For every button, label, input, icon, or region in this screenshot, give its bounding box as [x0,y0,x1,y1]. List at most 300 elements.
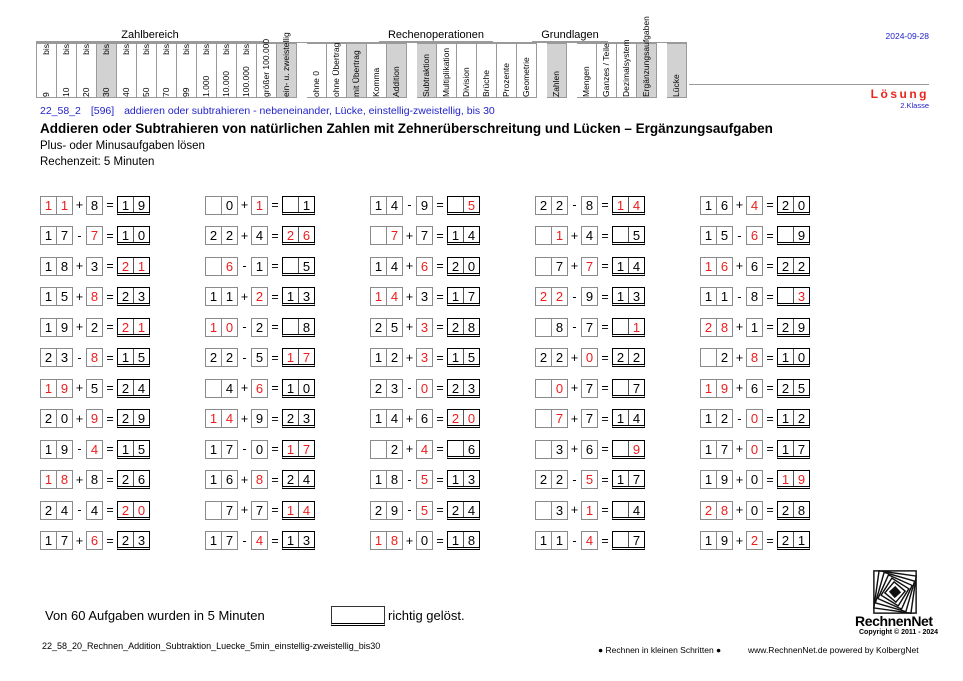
digit-cell[interactable]: 4 [298,502,314,517]
digit-cell[interactable] [536,502,551,519]
score-input-box[interactable] [331,606,385,626]
digit-cell[interactable]: 2 [44,502,53,518]
digit-cell[interactable]: 1 [209,533,218,549]
operand-box[interactable] [535,226,568,245]
category-cell[interactable] [307,43,327,98]
digit-cell[interactable]: 2 [121,411,130,427]
operand-box[interactable] [251,287,268,306]
result-box[interactable] [282,470,315,489]
digit-cell[interactable] [448,197,463,212]
digit-cell[interactable]: 1 [704,441,713,457]
digit-cell[interactable]: 2 [386,441,402,458]
digit-cell[interactable]: 6 [463,441,479,456]
operand-box[interactable] [581,196,598,215]
digit-cell[interactable]: 2 [781,319,790,335]
result-box[interactable] [117,196,150,215]
operand-box[interactable] [370,409,403,428]
operand-box[interactable] [416,196,433,215]
operand-box[interactable] [40,287,73,306]
digit-cell[interactable]: 9 [716,532,732,549]
digit-cell[interactable]: 2 [781,380,790,396]
operand-box[interactable] [700,531,733,550]
digit-cell[interactable]: 6 [716,258,732,275]
digit-cell[interactable]: 8 [56,258,72,275]
digit-cell[interactable]: 2 [704,319,713,335]
category-cell[interactable] [547,43,567,98]
digit-cell[interactable] [778,288,793,303]
result-box[interactable] [282,257,315,276]
digit-cell[interactable]: 2 [286,228,295,244]
digit-cell[interactable]: 3 [298,410,314,425]
digit-cell[interactable]: 0 [750,411,759,427]
operand-box[interactable] [205,318,238,337]
result-box[interactable] [282,226,315,245]
digit-cell[interactable] [371,227,386,244]
digit-cell[interactable]: 8 [463,532,479,547]
operand-box[interactable] [370,318,403,337]
operand-box[interactable] [416,379,433,398]
digit-cell[interactable]: 2 [551,197,567,214]
digit-cell[interactable]: 8 [298,319,314,334]
operand-box[interactable] [700,501,733,520]
digit-cell[interactable]: 2 [374,319,383,335]
operand-box[interactable] [700,379,733,398]
digit-cell[interactable]: 2 [44,350,53,366]
digit-cell[interactable]: 8 [716,319,732,336]
digit-cell[interactable]: 1 [44,289,53,305]
digit-cell[interactable]: 5 [420,502,429,518]
result-box[interactable] [777,318,810,337]
digit-cell[interactable]: 1 [704,411,713,427]
result-box[interactable] [117,501,150,520]
digit-cell[interactable]: 2 [451,258,460,274]
digit-cell[interactable]: 0 [420,533,429,549]
digit-cell[interactable]: 1 [374,350,383,366]
digit-cell[interactable]: 1 [704,380,713,396]
operand-box[interactable] [746,440,763,459]
operand-box[interactable] [86,379,103,398]
digit-cell[interactable]: 1 [781,350,790,366]
operand-box[interactable] [746,501,763,520]
digit-cell[interactable]: 2 [221,227,237,244]
result-box[interactable] [447,196,480,215]
operand-box[interactable] [251,318,268,337]
operand-box[interactable] [370,257,403,276]
digit-cell[interactable]: 3 [298,288,314,303]
result-box[interactable] [282,531,315,550]
operand-box[interactable] [535,470,568,489]
digit-cell[interactable]: 7 [585,319,594,335]
operand-box[interactable] [251,470,268,489]
category-cell[interactable] [177,43,197,98]
digit-cell[interactable]: 1 [44,197,53,213]
digit-cell[interactable]: 1 [616,197,625,213]
digit-cell[interactable]: 7 [221,532,237,549]
digit-cell[interactable] [701,349,716,366]
operand-box[interactable] [205,470,238,489]
digit-cell[interactable]: 2 [255,319,264,335]
digit-cell[interactable]: 2 [286,411,295,427]
digit-cell[interactable]: 4 [750,197,759,213]
digit-cell[interactable]: 1 [298,197,314,212]
operand-box[interactable] [40,501,73,520]
digit-cell[interactable]: 4 [463,227,479,242]
digit-cell[interactable]: 4 [133,380,149,395]
result-box[interactable] [282,196,315,215]
result-box[interactable] [282,409,315,428]
digit-cell[interactable] [778,227,793,242]
operand-box[interactable] [40,531,73,550]
digit-cell[interactable]: 1 [209,472,218,488]
digit-cell[interactable]: 1 [44,228,53,244]
digit-cell[interactable]: 3 [463,471,479,486]
operand-box[interactable] [746,470,763,489]
result-box[interactable] [282,318,315,337]
operand-box[interactable] [746,257,763,276]
digit-cell[interactable]: 4 [386,288,402,305]
digit-cell[interactable]: 6 [585,441,594,457]
digit-cell[interactable]: 5 [298,258,314,273]
digit-cell[interactable]: 1 [451,533,460,549]
category-cell[interactable] [137,43,157,98]
digit-cell[interactable]: 5 [255,350,264,366]
operand-box[interactable] [535,348,568,367]
operand-box[interactable] [416,348,433,367]
operand-box[interactable] [370,531,403,550]
result-box[interactable] [612,501,645,520]
result-box[interactable] [612,226,645,245]
digit-cell[interactable]: 6 [255,380,264,396]
operand-box[interactable] [86,470,103,489]
operand-box[interactable] [86,226,103,245]
digit-cell[interactable]: 9 [793,319,809,334]
digit-cell[interactable]: 4 [386,410,402,427]
operand-box[interactable] [746,531,763,550]
operand-box[interactable] [746,409,763,428]
digit-cell[interactable]: 7 [298,349,314,364]
operand-box[interactable] [86,409,103,428]
digit-cell[interactable]: 1 [209,319,218,335]
result-box[interactable] [612,531,645,550]
category-cell[interactable] [257,38,277,98]
category-cell[interactable] [217,43,237,98]
digit-cell[interactable]: 3 [133,532,149,547]
digit-cell[interactable]: 1 [704,533,713,549]
digit-cell[interactable]: 0 [551,380,567,397]
result-box[interactable] [777,470,810,489]
digit-cell[interactable]: 7 [463,288,479,303]
result-box[interactable] [117,287,150,306]
digit-cell[interactable]: 5 [420,472,429,488]
digit-cell[interactable]: 2 [539,472,548,488]
digit-cell[interactable]: 4 [628,197,644,212]
result-box[interactable] [282,379,315,398]
category-cell[interactable] [77,43,97,98]
digit-cell[interactable]: 2 [716,410,732,427]
digit-cell[interactable]: 9 [716,380,732,397]
operand-box[interactable] [581,318,598,337]
digit-cell[interactable]: 5 [793,380,809,395]
digit-cell[interactable]: 1 [44,533,53,549]
result-box[interactable] [612,257,645,276]
digit-cell[interactable]: 1 [704,228,713,244]
operand-box[interactable] [700,470,733,489]
result-box[interactable] [447,501,480,520]
digit-cell[interactable] [536,380,551,397]
digit-cell[interactable]: 1 [121,228,130,244]
operand-box[interactable] [251,348,268,367]
category-cell[interactable] [617,39,637,98]
digit-cell[interactable]: 6 [90,533,99,549]
operand-box[interactable] [700,196,733,215]
digit-cell[interactable]: 2 [551,288,567,305]
digit-cell[interactable]: 4 [298,471,314,486]
result-box[interactable] [282,501,315,520]
digit-cell[interactable]: 2 [781,502,790,518]
digit-cell[interactable]: 1 [44,380,53,396]
result-box[interactable] [612,287,645,306]
digit-cell[interactable]: 1 [286,380,295,396]
digit-cell[interactable] [206,197,221,214]
digit-cell[interactable]: 7 [628,471,644,486]
result-box[interactable] [117,348,150,367]
operand-box[interactable] [416,318,433,337]
digit-cell[interactable]: 1 [539,533,548,549]
operand-box[interactable] [535,531,568,550]
digit-cell[interactable]: 8 [386,471,402,488]
digit-cell[interactable]: 1 [628,319,644,334]
digit-cell[interactable]: 2 [121,319,130,335]
digit-cell[interactable]: 1 [121,441,130,457]
digit-cell[interactable]: 1 [781,411,790,427]
digit-cell[interactable]: 0 [750,472,759,488]
operand-box[interactable] [581,226,598,245]
digit-cell[interactable]: 9 [716,471,732,488]
digit-cell[interactable]: 4 [585,533,594,549]
digit-cell[interactable]: 2 [551,471,567,488]
category-cell[interactable] [117,43,137,98]
digit-cell[interactable]: 1 [44,258,53,274]
digit-cell[interactable]: 1 [451,228,460,244]
operand-box[interactable] [86,531,103,550]
digit-cell[interactable]: 2 [286,472,295,488]
digit-cell[interactable]: 8 [90,197,99,213]
digit-cell[interactable]: 7 [221,441,237,458]
result-box[interactable] [447,440,480,459]
digit-cell[interactable] [536,410,551,427]
operand-box[interactable] [40,257,73,276]
digit-cell[interactable]: 9 [133,197,149,212]
digit-cell[interactable]: 1 [374,411,383,427]
digit-cell[interactable]: 6 [420,411,429,427]
digit-cell[interactable]: 6 [420,258,429,274]
operand-box[interactable] [86,318,103,337]
result-box[interactable] [117,531,150,550]
digit-cell[interactable]: 4 [386,197,402,214]
digit-cell[interactable]: 8 [463,319,479,334]
digit-cell[interactable]: 3 [420,319,429,335]
digit-cell[interactable]: 2 [628,349,644,364]
digit-cell[interactable]: 9 [628,441,644,456]
category-cell[interactable] [277,32,297,98]
operand-box[interactable] [416,287,433,306]
digit-cell[interactable]: 0 [585,350,594,366]
digit-cell[interactable]: 4 [255,228,264,244]
digit-cell[interactable]: 1 [133,319,149,334]
digit-cell[interactable]: 2 [121,289,130,305]
digit-cell[interactable]: 5 [90,380,99,396]
operand-box[interactable] [40,348,73,367]
category-cell[interactable] [637,16,657,98]
result-box[interactable] [447,409,480,428]
category-cell[interactable] [57,43,77,98]
operand-box[interactable] [86,501,103,520]
digit-cell[interactable]: 1 [286,350,295,366]
digit-cell[interactable]: 6 [133,471,149,486]
result-box[interactable] [777,257,810,276]
digit-cell[interactable]: 0 [56,410,72,427]
digit-cell[interactable]: 1 [374,472,383,488]
operand-box[interactable] [251,196,268,215]
result-box[interactable] [777,409,810,428]
digit-cell[interactable]: 4 [386,258,402,275]
digit-cell[interactable]: 4 [56,502,72,519]
digit-cell[interactable]: 4 [221,410,237,427]
digit-cell[interactable]: 8 [551,319,567,336]
digit-cell[interactable]: 1 [44,472,53,488]
digit-cell[interactable]: 6 [716,197,732,214]
operand-box[interactable] [40,440,73,459]
operand-box[interactable] [700,440,733,459]
digit-cell[interactable]: 4 [90,502,99,518]
operand-box[interactable] [205,287,238,306]
digit-cell[interactable]: 1 [551,227,567,244]
result-box[interactable] [777,348,810,367]
result-box[interactable] [612,440,645,459]
digit-cell[interactable]: 2 [121,380,130,396]
digit-cell[interactable]: 1 [121,350,130,366]
operand-box[interactable] [40,196,73,215]
operand-box[interactable] [535,196,568,215]
operand-box[interactable] [205,379,238,398]
digit-cell[interactable]: 1 [255,197,264,213]
result-box[interactable] [282,440,315,459]
operand-box[interactable] [416,226,433,245]
digit-cell[interactable]: 0 [793,349,809,364]
digit-cell[interactable]: 6 [750,228,759,244]
digit-cell[interactable]: 7 [551,410,567,427]
result-box[interactable] [117,409,150,428]
digit-cell[interactable]: 2 [451,502,460,518]
result-box[interactable] [777,226,810,245]
digit-cell[interactable]: 9 [56,441,72,458]
digit-cell[interactable]: 1 [704,197,713,213]
digit-cell[interactable]: 7 [716,441,732,458]
digit-cell[interactable]: 3 [628,288,644,303]
digit-cell[interactable]: 6 [750,258,759,274]
operand-box[interactable] [40,409,73,428]
result-box[interactable] [612,196,645,215]
operand-box[interactable] [86,196,103,215]
digit-cell[interactable]: 0 [463,410,479,425]
digit-cell[interactable]: 7 [551,258,567,275]
digit-cell[interactable]: 9 [420,197,429,213]
digit-cell[interactable]: 5 [716,227,732,244]
category-cell[interactable] [457,43,477,98]
category-cell[interactable] [197,43,217,98]
digit-cell[interactable]: 9 [386,502,402,519]
digit-cell[interactable]: 1 [704,258,713,274]
digit-cell[interactable]: 1 [255,258,264,274]
digit-cell[interactable]: 8 [90,472,99,488]
digit-cell[interactable]: 1 [793,532,809,547]
digit-cell[interactable]: 2 [209,350,218,366]
operand-box[interactable] [581,531,598,550]
digit-cell[interactable]: 2 [793,258,809,273]
digit-cell[interactable]: 7 [56,227,72,244]
result-box[interactable] [612,348,645,367]
result-box[interactable] [117,257,150,276]
operand-box[interactable] [416,257,433,276]
digit-cell[interactable] [448,441,463,456]
operand-box[interactable] [535,287,568,306]
operand-box[interactable] [535,257,568,276]
digit-cell[interactable]: 4 [420,441,429,457]
result-box[interactable] [447,531,480,550]
operand-box[interactable] [251,409,268,428]
operand-box[interactable] [581,470,598,489]
result-box[interactable] [282,348,315,367]
operand-box[interactable] [700,348,733,367]
digit-cell[interactable]: 0 [463,258,479,273]
digit-cell[interactable]: 3 [133,288,149,303]
category-cell[interactable] [157,43,177,98]
operand-box[interactable] [370,226,403,245]
category-cell[interactable] [36,43,57,98]
digit-cell[interactable]: 7 [298,441,314,456]
digit-cell[interactable]: 9 [793,227,809,242]
result-box[interactable] [777,501,810,520]
category-cell[interactable] [347,43,367,98]
result-box[interactable] [447,470,480,489]
digit-cell[interactable]: 2 [121,472,130,488]
operand-box[interactable] [205,531,238,550]
digit-cell[interactable]: 2 [781,258,790,274]
digit-cell[interactable]: 4 [628,258,644,273]
digit-cell[interactable]: 2 [221,349,237,366]
digit-cell[interactable]: 6 [298,227,314,242]
operand-box[interactable] [416,531,433,550]
operand-box[interactable] [700,318,733,337]
operand-box[interactable] [251,379,268,398]
operand-box[interactable] [535,440,568,459]
operand-box[interactable] [40,470,73,489]
operand-box[interactable] [746,348,763,367]
digit-cell[interactable]: 9 [133,410,149,425]
digit-cell[interactable] [283,319,298,334]
digit-cell[interactable]: 7 [255,502,264,518]
digit-cell[interactable]: 2 [374,380,383,396]
operand-box[interactable] [40,318,73,337]
operand-box[interactable] [251,501,268,520]
digit-cell[interactable]: 7 [420,228,429,244]
operand-box[interactable] [535,318,568,337]
digit-cell[interactable] [206,380,221,397]
digit-cell[interactable]: 7 [585,411,594,427]
result-box[interactable] [777,379,810,398]
operand-box[interactable] [581,409,598,428]
digit-cell[interactable]: 3 [463,380,479,395]
